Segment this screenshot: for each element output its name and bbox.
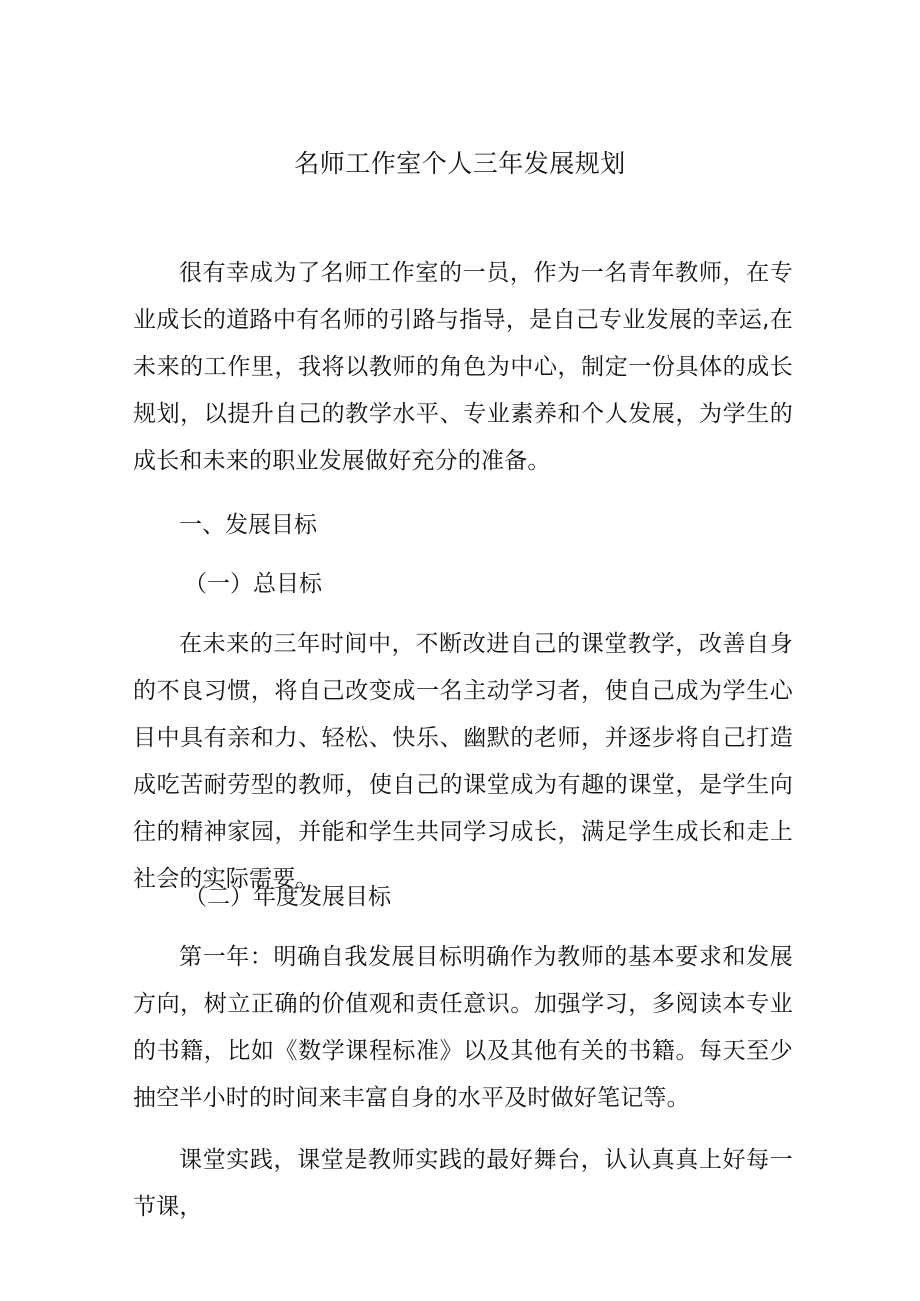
document-title: 名师工作室个人三年发展规划 <box>294 149 626 178</box>
intro-paragraph: 很有幸成为了名师工作室的一员，作为一名青年教师，在专业成长的道路中有名师的引路与指导，是自己专业发展的幸运,在未来的工作里，我将以教师的角色为中心，制定一份具体的成长规划，以提升自己的教学水平、专业素养和个人发展，为学生的成长和未来的职业发展做好充分的准备。 <box>133 260 793 474</box>
classroom-practice-paragraph: 课堂实践，课堂是教师实践的最好舞台，认认真真上好每一节课， <box>133 1147 793 1220</box>
overall-goal-paragraph: 在未来的三年时间中，不断改进自己的课堂教学，改善自身的不良习惯，将自己改变成一名主动学习者，使自己成为学生心目中具有亲和力、轻松、快乐、幽默的老师，并逐步将自己打造成吃苦耐劳型的教师，使自己的课堂成为有趣的课堂，是学生向往的精神家园，并能和学生共同学习成长，满足学生成长和走上社会的实际需要。 <box>133 631 793 892</box>
year-one-paragraph: 第一年：明确自我发展目标明确作为教师的基本要求和发展方向，树立正确的价值观和责任意识。加强学习，多阅读本专业的书籍，比如《数学课程标准》以及其他有关的书籍。每天至少抽空半小时的时间来丰富自身的水平及时做好笔记等。 <box>133 944 793 1111</box>
section-heading-development-goals: 一、发展目标 <box>179 512 317 538</box>
subsection-heading-annual-goals: （二）年度发展目标 <box>184 884 391 910</box>
subsection-heading-overall-goal: （一）总目标 <box>184 571 322 597</box>
